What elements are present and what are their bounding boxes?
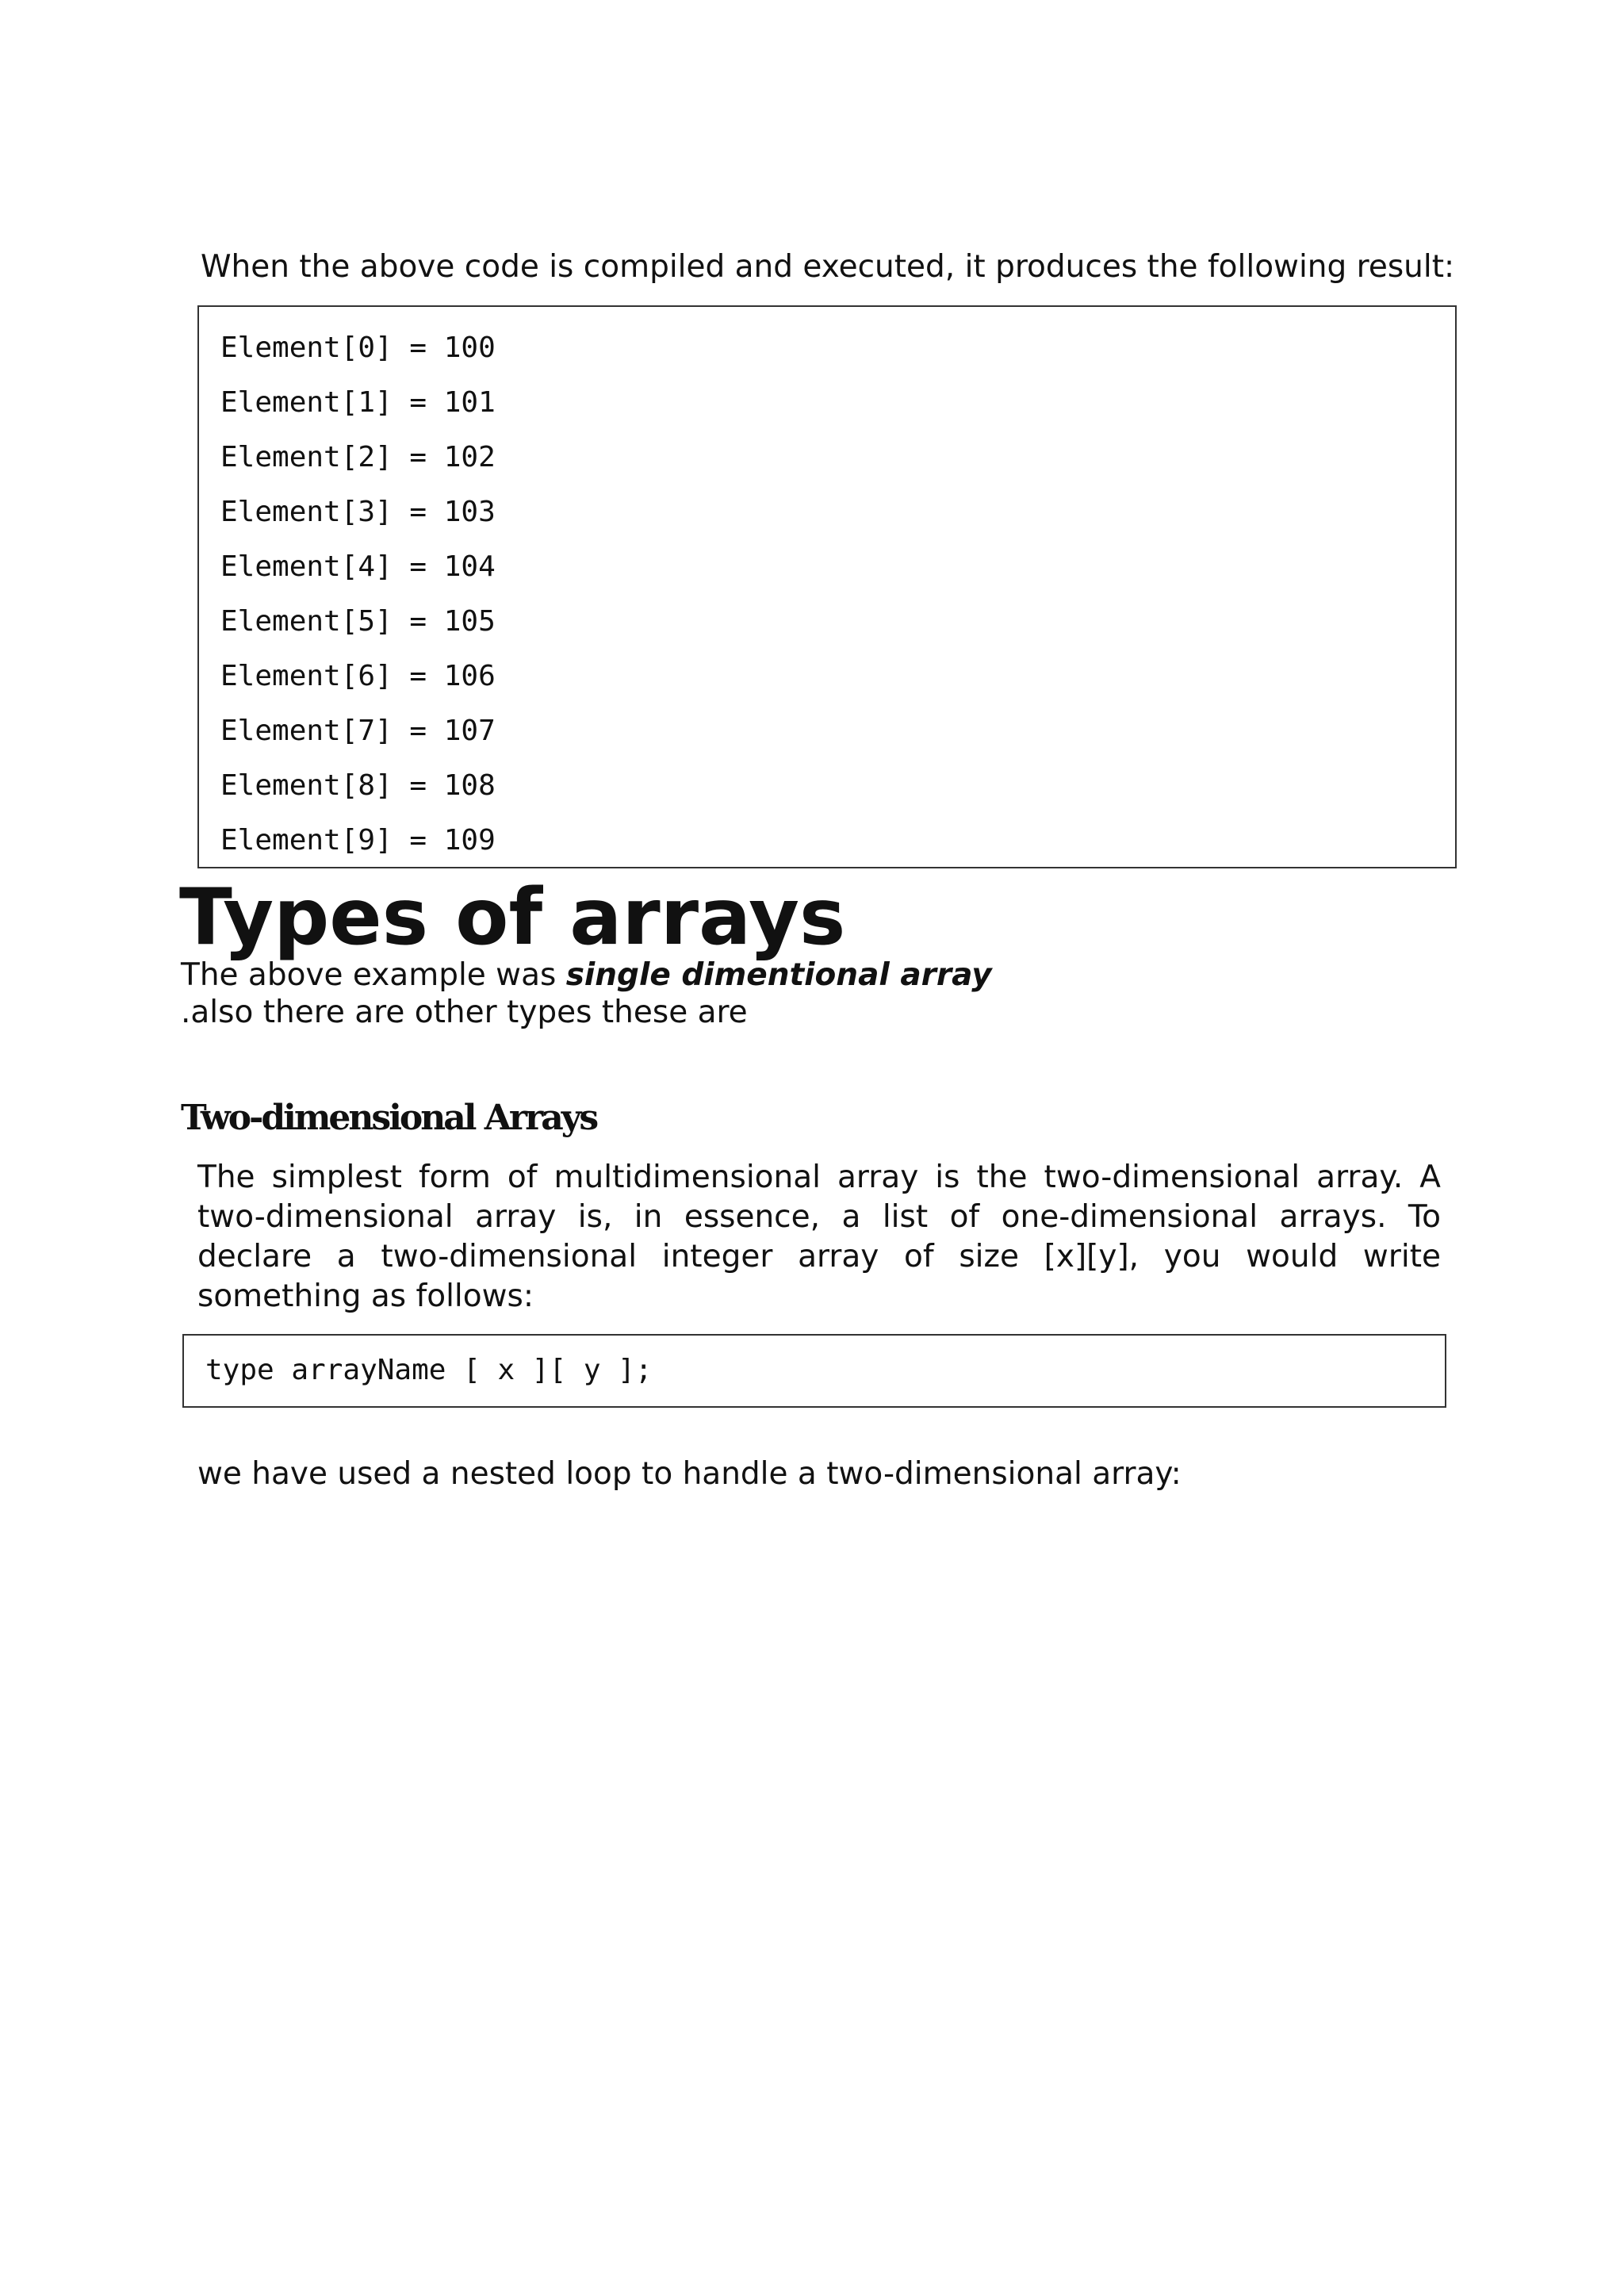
output-line: Element[4] = 104 xyxy=(220,550,496,583)
code-box xyxy=(182,1334,1446,1408)
subsection-heading: Two-dimensional Arrays xyxy=(181,1098,597,1138)
closing-text: we have used a nested loop to handle a two-dimensional array: xyxy=(197,1456,1182,1492)
intro-text: When the above code is compiled and executed, it produces the following result: xyxy=(201,249,1455,285)
program-output-box xyxy=(197,305,1457,868)
output-line: Element[3] = 103 xyxy=(220,496,496,528)
output-line: Element[9] = 109 xyxy=(220,824,496,857)
output-line: Element[1] = 101 xyxy=(220,386,496,419)
section-intro-emphasis: single dimentional array xyxy=(565,957,992,993)
output-line: Element[8] = 108 xyxy=(220,769,496,802)
output-line: Element[2] = 102 xyxy=(220,441,496,473)
section-title: Types of arrays xyxy=(179,872,846,963)
output-line: Element[6] = 106 xyxy=(220,660,496,692)
section-intro-prefix: The above example was xyxy=(181,957,566,993)
subsection-body: The simplest form of multidimensional array is the two-dimensional array. A two-dimensional array is, in essence, a list of one-dimensional arrays. To declare a two-dimensional integer array of size [x][y], you would write something as follows: xyxy=(197,1159,1441,1314)
section-intro-line-1 xyxy=(181,956,992,995)
output-line: Element[7] = 107 xyxy=(220,715,496,747)
output-line: Element[0] = 100 xyxy=(220,332,496,364)
output-line: Element[5] = 105 xyxy=(220,605,496,638)
section-intro-line-2: .also there are other types these are xyxy=(181,995,748,1030)
code-line: type arrayName [ x ][ y ]; xyxy=(205,1354,653,1386)
